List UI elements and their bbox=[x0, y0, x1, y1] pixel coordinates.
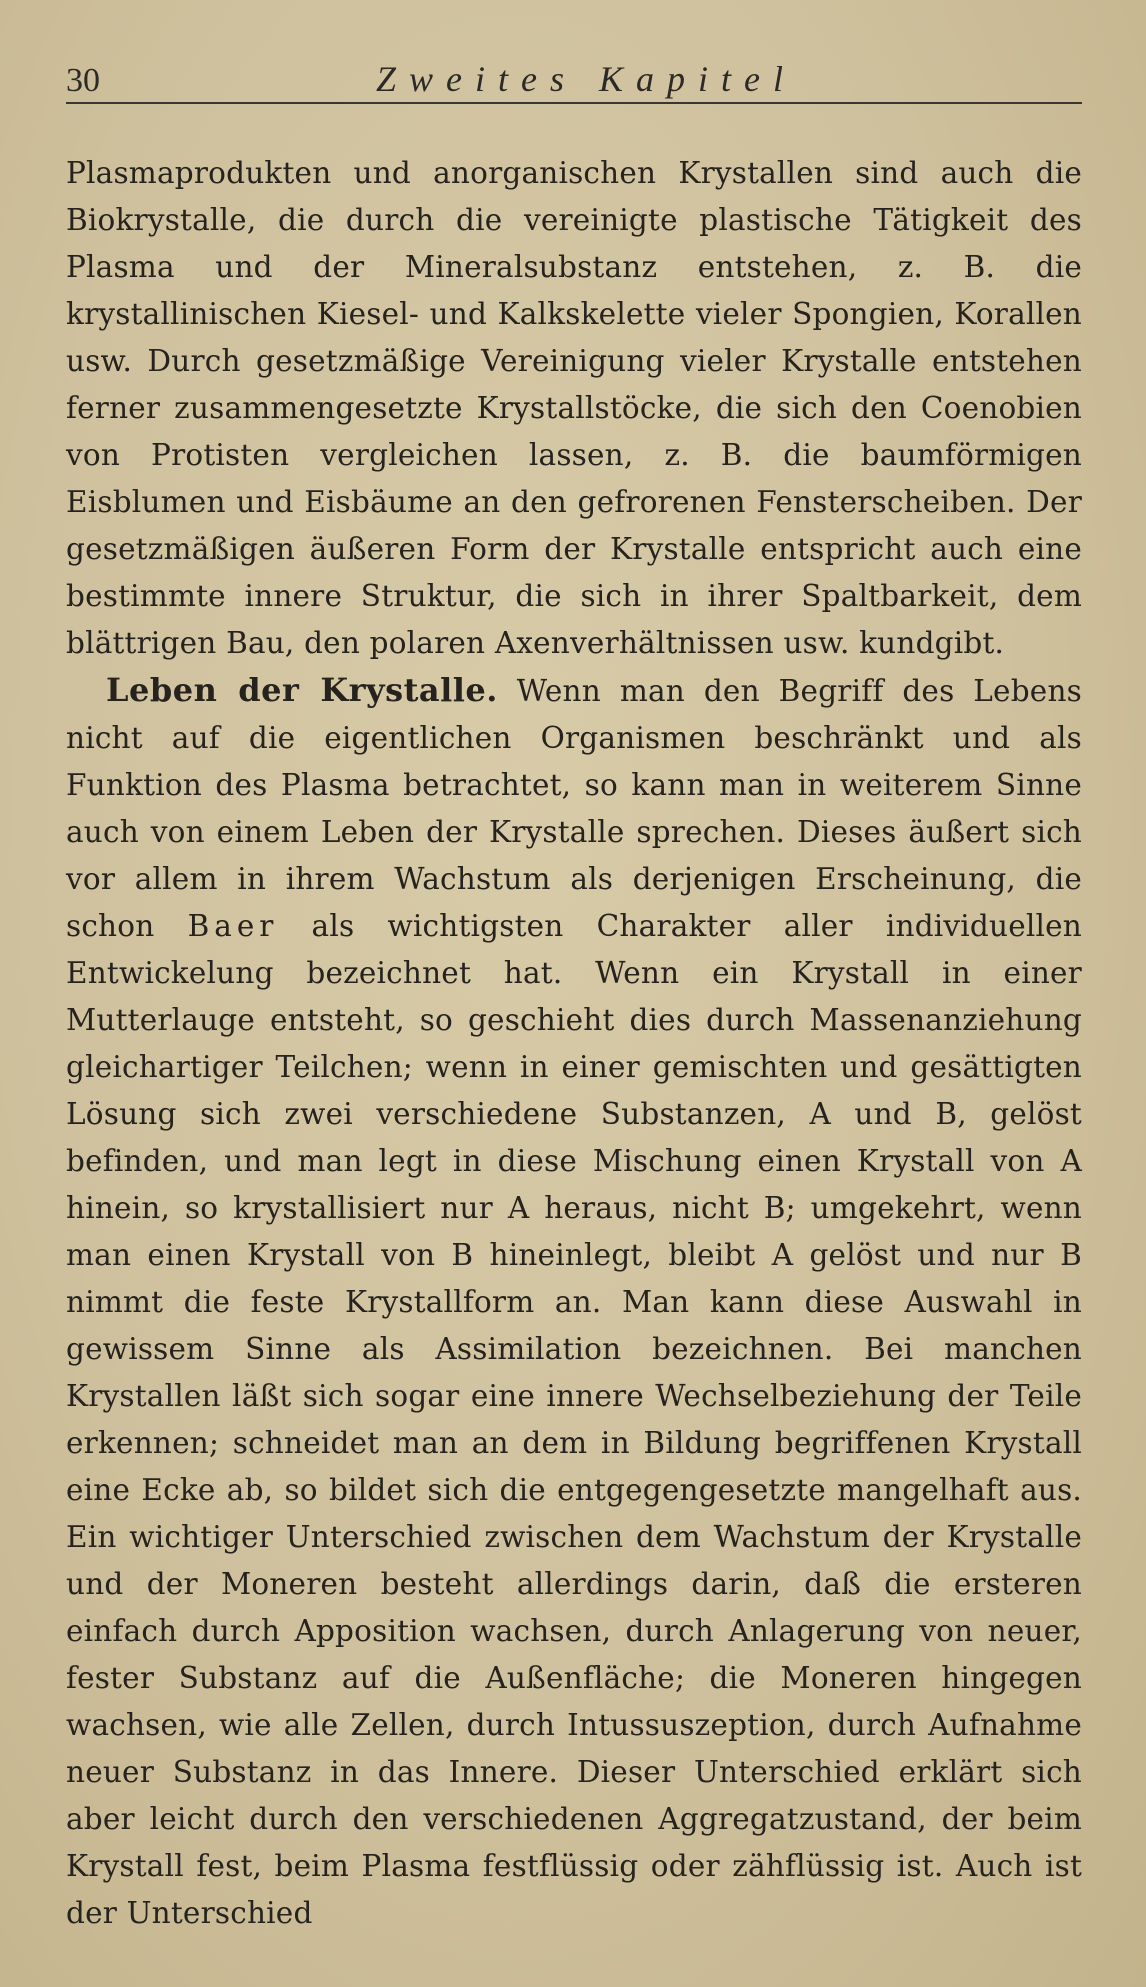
section-heading: Leben der Krystalle. bbox=[106, 671, 498, 709]
header-rule bbox=[66, 102, 1082, 104]
body-text bbox=[66, 150, 1082, 1937]
paragraph-2-text-b: als wichtigsten Charakter aller individuellen Entwickelung bezeichnet hat. Wenn ein Krystall in einer Mutterlauge entsteht, so geschieht dies durch Massenanziehung gleichartiger Teilchen; wenn in einer gemischten und gesättigten Lösung sich zwei verschiedene Substanzen, A und B, gelöst befinden, und man legt in diese Mischung einen Krystall von A hinein, so krystallisiert nur A heraus, nicht B; umgekehrt, wenn man einen Krystall von B hineinlegt, bleibt A gelöst und nur B nimmt die feste Krystallform an. Man kann diese Auswahl in gewissem Sinne als Assimilation bezeichnen. Bei manchen Krystallen läßt sich sogar eine innere Wechselbeziehung der Teile erkennen; schneidet man an dem in Bildung begriffenen Krystall eine Ecke ab, so bildet sich die entgegengesetzte mangelhaft aus. Ein wichtiger Unterschied zwischen dem Wachstum der Krystalle und der Moneren besteht allerdings darin, daß die ersteren einfach durch Apposition wachsen, durch Anlagerung von neuer, fester Substanz auf die Außenfläche; die Moneren hingegen wachsen, wie alle Zellen, durch Intussuszeption, durch Aufnahme neuer Substanz in das Innere. Dieser Unterschied erklärt sich aber leicht durch den verschiedenen Aggregatzustand, der beim Krystall fest, beim Plasma festflüssig oder zähflüssig ist. Auch ist der Unterschied bbox=[66, 909, 1083, 1930]
page-header bbox=[66, 56, 1082, 106]
page-number: 30 bbox=[66, 62, 100, 99]
paragraph-2-text-a: Wenn man den Begriff des Lebens nicht auf die eigentlichen Organismen beschränkt und als Funktion des Plasma betrachtet, so kann man in weiterem Sinne auch von einem Leben der Krystalle sprechen. Dieses äußert sich vor allem in ihrem Wachstum als derjenigen Erscheinung, die schon bbox=[66, 674, 1082, 943]
author-name-baer: Baer bbox=[187, 909, 279, 943]
running-head: Zweites Kapitel bbox=[376, 59, 796, 99]
paragraph-2 bbox=[66, 667, 1082, 1937]
paragraph-1: Plasmaprodukten und anorganischen Krystallen sind auch die Biokrystalle, die durch die vereinigte plastische Tätigkeit des Plasma und der Mineralsubstanz entstehen, z. B. die krystallinischen Kiesel- und Kalkskelette vieler Spongien, Korallen usw. Durch gesetzmäßige Vereinigung vieler Krystalle entstehen ferner zusammengesetzte Krystallstöcke, die sich den Coenobien von Protisten vergleichen lassen, z. B. die baumförmigen Eisblumen und Eisbäume an den gefrorenen Fensterscheiben. Der gesetzmäßigen äußeren Form der Krystalle entspricht auch eine bestimmte innere Struktur, die sich in ihrer Spaltbarkeit, dem blättrigen Bau, den polaren Axenverhältnissen usw. kundgibt. bbox=[66, 156, 1082, 660]
